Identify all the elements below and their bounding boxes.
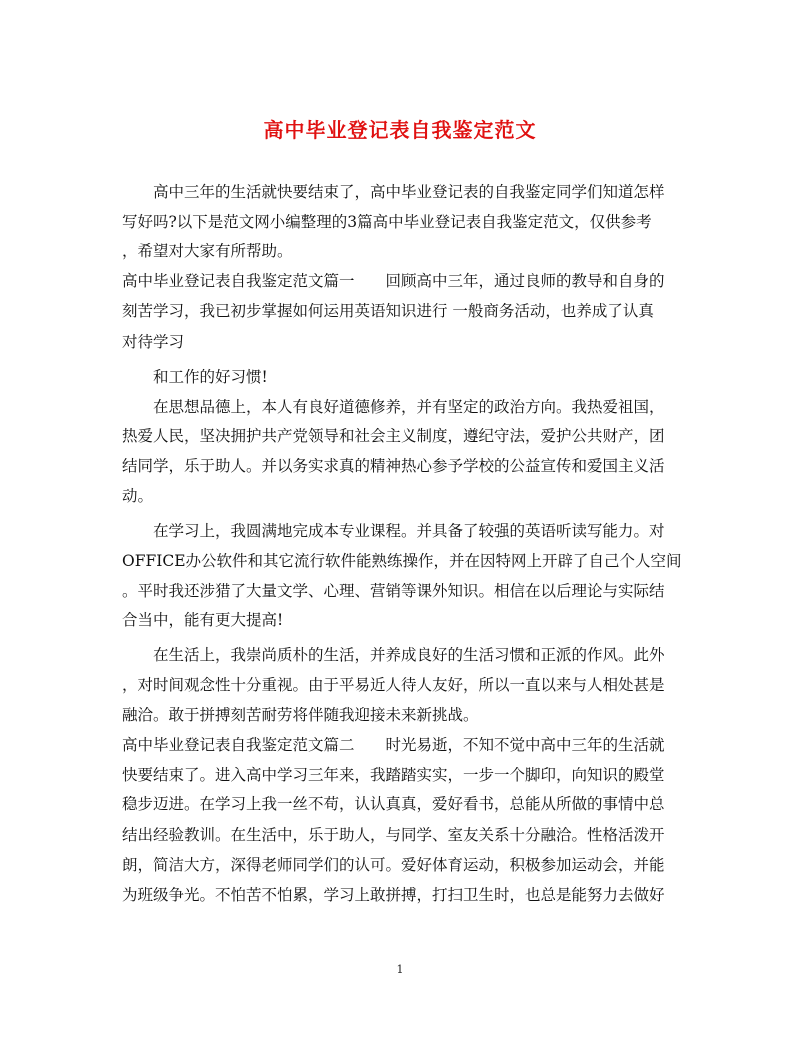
text-line: 动。	[122, 487, 154, 505]
text-line: 热爱人民，坚决拥护共产党领导和社会主义制度，遵纪守法，爱护公共财产，团	[122, 427, 665, 445]
text-line: 朗，简洁大方，深得老师同学们的认可。爱好体育运动，积极参加运动会，并能	[122, 856, 665, 874]
text-line: 高中毕业登记表自我鉴定范文篇二 时光易逝，不知不觉中高中三年的生活就	[122, 736, 665, 754]
text-line: ，对时间观念性十分重视。由于平易近人待人友好，所以一直以来与人相处甚是	[122, 676, 665, 694]
text-line: 在生活上，我崇尚质朴的生活，并养成良好的生活习惯和正派的作风。此外	[153, 646, 665, 664]
text-line: 刻苦学习，我已初步掌握如何运用英语知识进行 一般商务活动，也养成了认真	[122, 302, 654, 320]
text-line: 对待学习	[122, 333, 185, 351]
text-line: 在学习上，我圆满地完成本专业课程。并具备了较强的英语听读写能力。对	[153, 522, 665, 540]
text-line: 为班级争光。不怕苦不怕累，学习上敢拼搏，打扫卫生时，也总是能努力去做好	[122, 886, 665, 904]
text-line: 高中毕业登记表自我鉴定范文篇一 回顾高中三年，通过良师的教导和自身的	[122, 272, 665, 290]
text-line: 融洽。敢于拼搏刻苦耐劳将伴随我迎接未来新挑战。	[122, 706, 479, 724]
text-line: 快要结束了。进入高中学习三年来，我踏踏实实，一步一个脚印，向知识的殿堂	[122, 766, 665, 784]
text-line: 结同学，乐于助人。并以务实求真的精神热心参予学校的公益宣传和爱国主义活	[122, 457, 665, 475]
page-title: 高中毕业登记表自我鉴定范文	[263, 118, 537, 142]
text-line: 结出经验教训。在生活中，乐于助人，与同学、室友关系十分融洽。性格活泼开	[122, 826, 665, 844]
text-line: 合当中，能有更大提高!	[122, 611, 284, 629]
text-line: 稳步迈进。在学习上我一丝不苟，认认真真，爱好看书，总能从所做的事情中总	[122, 795, 665, 813]
text-line: OFFICE办公软件和其它流行软件能熟练操作，并在因特网上开辟了自己个人空间	[122, 552, 682, 570]
text-line: 在思想品德上，本人有良好道德修养，并有坚定的政治方向。我热爱祖国，	[153, 398, 665, 416]
text-line: ，希望对大家有所帮助。	[122, 242, 293, 260]
text-line: 。平时我还涉猎了大量文学、心理、营销等课外知识。相信在以后理论与实际结	[122, 582, 665, 600]
text-line: 和工作的好习惯!	[153, 368, 268, 386]
text-line: 写好吗?以下是范文网小编整理的3篇高中毕业登记表自我鉴定范文，仅供参考	[122, 213, 652, 231]
text-line: 高中三年的生活就快要结束了，高中毕业登记表的自我鉴定同学们知道怎样	[153, 183, 665, 201]
page-number: 1	[396, 963, 404, 976]
